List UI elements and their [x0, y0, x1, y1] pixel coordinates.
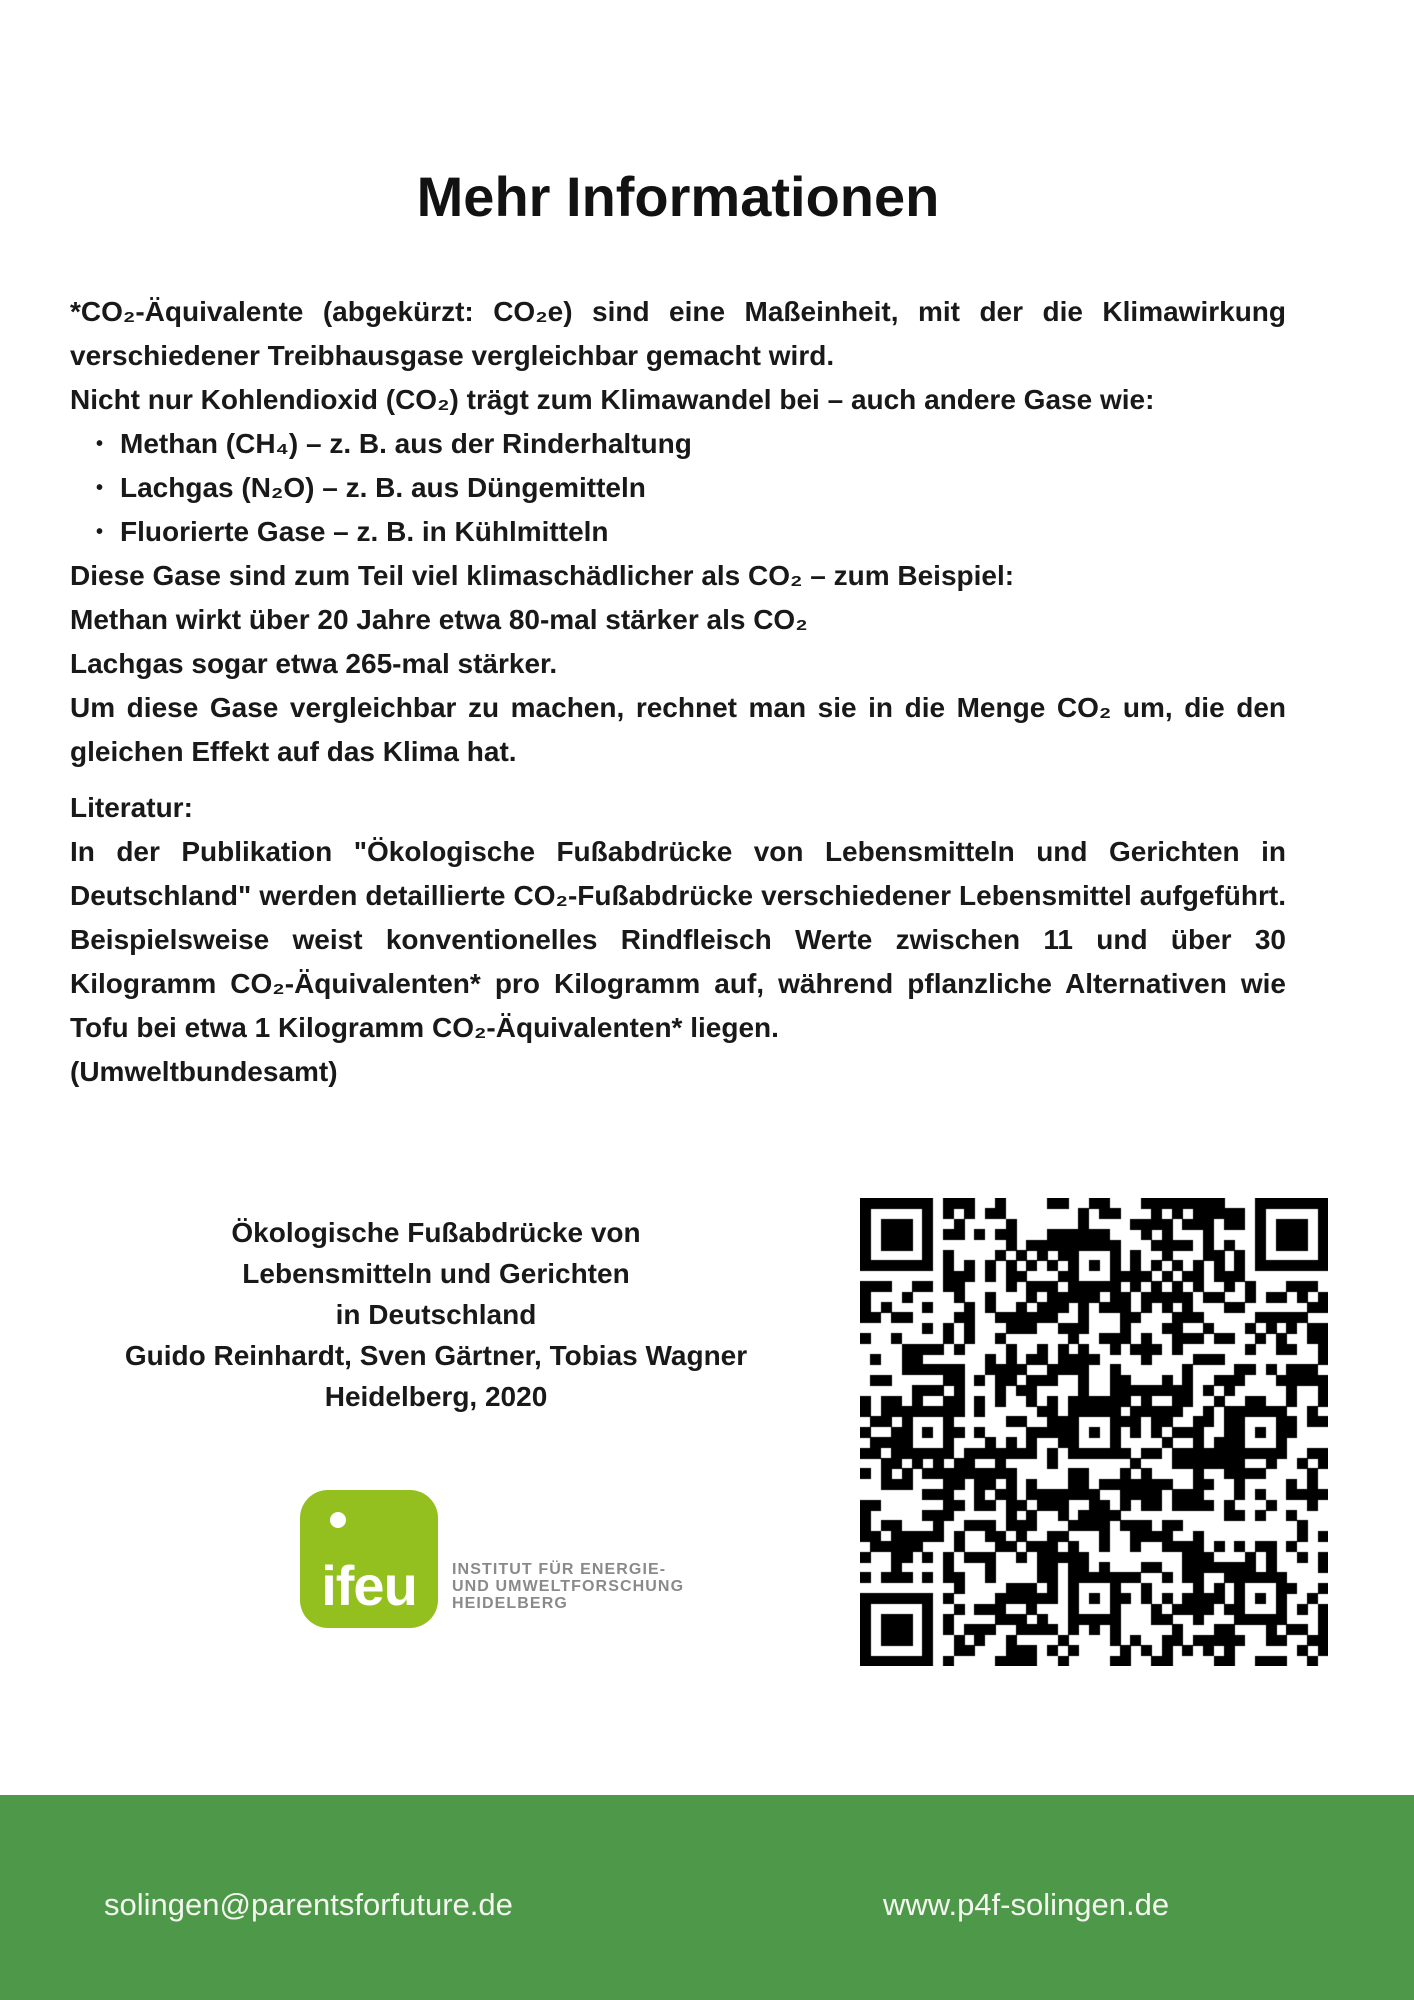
qr-code — [860, 1198, 1328, 1666]
ifeu-logo — [300, 1490, 438, 1628]
citation-line-title-1: Ökologische Fußabdrücke von — [231, 1217, 641, 1248]
intro-text-block — [70, 290, 1286, 774]
ifeu-org-line-1: INSTITUT FÜR ENERGIE- — [452, 1561, 667, 1578]
literature-body: In der Publikation "Ökologische Fußabdrücke von Lebensmitteln und Gerichten in Deutschland" werden detaillierte CO₂-Fußabdrücke verschiedener Lebensmittel aufgeführt. Beispielsweise weist konventionelles Rindfleisch Werte zwischen 11 und über 30 Kilogramm CO₂-Äquivalenten* pro Kilogramm auf, während pflanzliche Alternativen wie Tofu bei etwa 1 Kilogramm CO₂-Äquivalenten* liegen. — [70, 836, 1286, 1043]
footer-band — [0, 1795, 1414, 2000]
literature-block — [70, 786, 1286, 1094]
ifeu-logo-text: ifeu — [321, 1554, 417, 1617]
bullet-fluorierte-gase: • Fluorierte Gase – z. B. in Kühlmitteln — [70, 510, 1286, 554]
ifeu-org-name — [452, 1561, 684, 1612]
paragraph-comparison-intro: Diese Gase sind zum Teil viel klimaschädlicher als CO₂ – zum Beispiel: — [70, 560, 1015, 591]
paragraph-lachgas-factor: Lachgas sogar etwa 265-mal stärker. — [70, 648, 558, 679]
citation-line-place-year: Heidelberg, 2020 — [324, 1381, 548, 1412]
footer-website-link[interactable]: www.p4f-solingen.de — [883, 1887, 1170, 1922]
citation-line-title-3: in Deutschland — [335, 1299, 537, 1330]
citation-line-title-2: Lebensmitteln und Gerichten — [242, 1258, 630, 1289]
intro-paragraph-other-gases: Nicht nur Kohlendioxid (CO₂) trägt zum Klimawandel bei – auch andere Gase wie: — [70, 384, 1155, 415]
bullet-methan: • Methan (CH₄) – z. B. aus der Rinderhaltung — [70, 422, 1286, 466]
paragraph-methan-factor: Methan wirkt über 20 Jahre etwa 80-mal stärker als CO₂ — [70, 604, 808, 635]
page-title: Mehr Informationen — [416, 164, 940, 228]
intro-paragraph-co2-equivalents: *CO₂-Äquivalente (abgekürzt: CO₂e) sind eine Maßeinheit, mit der die Klimawirkung verschiedener Treibhausgase vergleichbar gemacht wird. — [70, 296, 1286, 371]
gas-bullet-list — [70, 422, 1286, 554]
paragraph-conversion: Um diese Gase vergleichbar zu machen, rechnet man sie in die Menge CO₂ um, die den gleichen Effekt auf das Klima hat. — [70, 692, 1286, 767]
literature-heading: Literatur: — [70, 792, 193, 823]
ifeu-logo-dot-icon — [330, 1512, 346, 1528]
bullet-lachgas: • Lachgas (N₂O) – z. B. aus Düngemitteln — [70, 466, 1286, 510]
literature-source: (Umweltbundesamt) — [70, 1056, 338, 1087]
footer-email-link[interactable]: solingen@parentsforfuture.de — [104, 1887, 513, 1922]
ifeu-org-line-2: UND UMWELTFORSCHUNG — [452, 1578, 685, 1595]
publication-citation — [70, 1212, 802, 1417]
ifeu-org-line-3: HEIDELBERG — [452, 1595, 568, 1612]
citation-line-authors: Guido Reinhardt, Sven Gärtner, Tobias Wagner — [124, 1340, 748, 1371]
